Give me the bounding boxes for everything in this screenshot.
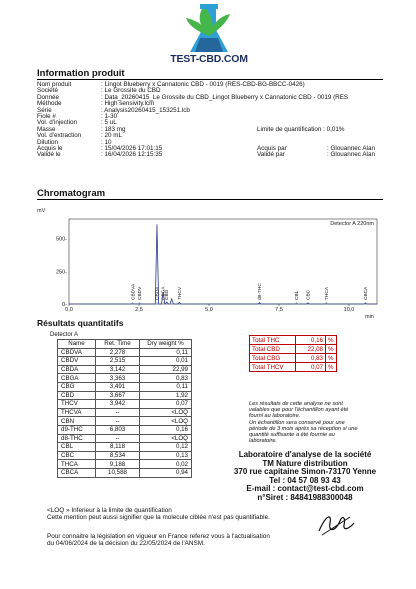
dry-weight: 22,99 [140, 365, 192, 374]
legal-footnote [47, 533, 270, 547]
detector-label: Detector A 220nm [330, 221, 374, 227]
peak-label: CBDV [137, 286, 143, 300]
info-key-secondary: Validé par [257, 151, 285, 159]
compound-name: CBGA [58, 374, 96, 383]
results-title: Résultats quantitatifs [37, 318, 124, 328]
retention-time: 6,803 [96, 425, 140, 434]
note-line: valables que pour l'échantillon ayant été [249, 407, 349, 414]
peak-label: CBDVA [131, 283, 137, 300]
lab-contact-block [230, 451, 380, 503]
retention-time: 10,588 [96, 468, 140, 477]
x-unit-label: min [365, 314, 374, 320]
compound-name: CBN [58, 417, 96, 426]
y-tick-label: 250- [55, 269, 67, 276]
flask-leaf-icon [182, 2, 236, 54]
compound-name: CBG [58, 382, 96, 391]
loq-line: Cette mention peut aussi signifier que la molecule ciblée n'est pas quantifiable. [47, 514, 270, 522]
info-value: : 10 [101, 138, 112, 146]
info-value: : 15/04/2026 17:01:15 [101, 144, 163, 152]
peak-label: d9-THC [257, 283, 263, 300]
table-row [58, 425, 192, 434]
info-row [37, 152, 383, 158]
info-key: Nom produit [37, 81, 72, 88]
product-info-block [37, 82, 383, 159]
info-value: : 183 mg [101, 125, 126, 133]
peak-label: CBC [306, 289, 312, 300]
chromatogram-chart [37, 207, 383, 327]
info-value: : 16/04/2026 12:15:35 [101, 151, 163, 159]
info-key: Validé le [37, 151, 61, 159]
dry-weight: 1,92 [140, 391, 192, 400]
total-label: Total THCV [250, 363, 296, 372]
note-line: laboratoire. [249, 438, 277, 445]
info-value: : Lingot Blueberry x Cannatonic CBD - 0019 (RES-CBD-BG-BBCC-0426) [101, 81, 305, 88]
info-value: : 5 uL [101, 119, 117, 127]
info-value: : 1-30 [101, 112, 118, 120]
retention-time: 3,142 [96, 365, 140, 374]
compound-name: THCA [58, 460, 96, 469]
total-unit: % [326, 354, 337, 363]
logo-text: TEST-CBD.COM [170, 53, 248, 65]
info-value-secondary: : Glouannec Alan [327, 144, 375, 152]
info-key-secondary: Limite de quantification : 0,01% [257, 125, 345, 133]
note-line: quantité suffisante a été fournie au [249, 432, 335, 439]
total-unit: % [326, 345, 337, 354]
table-row [58, 391, 192, 400]
dry-weight: 0,12 [140, 443, 192, 452]
note-line: Les résultats de cette analyse ne sont [249, 401, 343, 407]
totals-table [249, 335, 337, 372]
dry-weight: <LOQ [140, 408, 192, 417]
retention-time: 3,667 [96, 391, 140, 400]
compound-name: d9-THC [58, 425, 96, 434]
total-value: 0,16 [296, 336, 326, 345]
dry-weight: 0,11 [140, 348, 192, 357]
legal-line: du 04/06/2024 de la décision du 22/05/2024 de l'ANSM. [47, 540, 205, 548]
dry-weight: 0,94 [140, 468, 192, 477]
plot-frame [69, 219, 377, 304]
compound-name: CBDVA [58, 348, 96, 357]
info-value-secondary: : Glouannec Alan [327, 151, 375, 159]
retention-time: 3,491 [96, 382, 140, 391]
dry-weight: 0,11 [140, 382, 192, 391]
info-key: Dilution [37, 138, 58, 146]
results-table [57, 339, 192, 478]
info-value: : High sensivity.lcm [101, 100, 155, 108]
info-value: : Le Grossite du CBD [101, 87, 161, 95]
chromatogram-trace [69, 224, 377, 304]
info-value: : Analysis20260415_153251.lcb [101, 106, 190, 114]
dry-weight: 0,13 [140, 451, 192, 460]
x-tick-label: 0,0 [65, 307, 73, 313]
table-row [58, 417, 192, 426]
dry-weight: <LOQ [140, 434, 192, 443]
info-key-secondary: Acquis par [257, 144, 287, 152]
dry-weight: <LOQ [140, 417, 192, 426]
total-label: Total CBD [250, 345, 296, 354]
table-row [58, 460, 192, 469]
brand-logo [168, 2, 250, 70]
compound-name: CBDV [58, 357, 96, 366]
compound-name: CBDA [58, 365, 96, 374]
table-row [58, 408, 192, 417]
table-row [58, 357, 192, 366]
peak-label: CBDA [155, 286, 161, 300]
divider [37, 79, 383, 80]
loq-line: <LOQ » Inferieur à la limite de quantification [47, 507, 172, 514]
peak-label: CBGA [161, 286, 167, 300]
divider [37, 199, 383, 200]
retention-time: -- [96, 417, 140, 426]
peak-label: CBL [294, 290, 300, 300]
dry-weight: 0,02 [140, 460, 192, 469]
x-tick-label: 2,5 [135, 307, 143, 313]
table-row [58, 400, 192, 409]
total-value: 22,08 [296, 345, 326, 354]
info-section-title: Information produit [37, 68, 125, 79]
retention-time: 2,278 [96, 348, 140, 357]
info-key: Série [37, 106, 52, 114]
dry-weight: 0,83 [140, 374, 192, 383]
info-key: Fiole # [37, 112, 56, 120]
x-tick-label: 10,0 [343, 307, 355, 313]
info-key: Méthode [37, 100, 62, 108]
compound-name: d8-THC [58, 434, 96, 443]
info-key: Acquis le [37, 144, 63, 152]
lab-line: Laboratoire d'analyse de la société [238, 450, 372, 459]
info-key: Société [37, 87, 59, 95]
total-label: Total CBG [250, 354, 296, 363]
retention-time: -- [96, 408, 140, 417]
compound-name: THCV [58, 400, 96, 409]
lab-phone: Tel : 04 57 08 93 43 [269, 475, 341, 485]
lab-email: E-mail : contact@test-cbd.com [246, 484, 364, 494]
retention-time: 3,942 [96, 400, 140, 409]
peak-label: THCV [177, 286, 183, 300]
retention-time: 2,515 [96, 357, 140, 366]
compound-name: CBCA [58, 468, 96, 477]
results-detector: Detector A [50, 332, 79, 338]
dry-weight: 0,07 [140, 400, 192, 409]
loq-footnote [47, 507, 270, 521]
total-value: 0,83 [296, 354, 326, 363]
compound-name: CBD [58, 391, 96, 400]
table-row [58, 382, 192, 391]
signature-image [316, 509, 356, 539]
total-value: 0,07 [296, 363, 326, 372]
total-row [250, 336, 337, 345]
chromatogram-title: Chromatogram [37, 188, 106, 199]
retention-time: 3,363 [96, 374, 140, 383]
y-tick-label: 0- [62, 302, 67, 308]
info-value: : Data_20260415_Le Grossite du CBD_Lingot Blueberry x Cannatonic CBD - 0019 (RES [101, 93, 349, 101]
total-label: Total THC [250, 336, 296, 345]
info-value: : 20 mL [101, 132, 122, 140]
note-line: Un échantillon sera conservé pour une [249, 419, 345, 426]
lab-siret: n°Siret : 84841988300048 [257, 492, 353, 502]
note-line: fourni au laboratoire. [249, 413, 301, 420]
table-row [58, 443, 192, 452]
info-key: Donnée [37, 93, 60, 101]
table-row [58, 451, 192, 460]
table-row [58, 365, 192, 374]
lab-line: TM Nature distribution [262, 458, 348, 468]
y-unit-label: mV [37, 208, 46, 214]
col-header-name: Name [58, 340, 96, 349]
validity-note [249, 401, 369, 444]
peak-label: THCA [324, 286, 330, 300]
lab-address: 370 rue capitaine Simon-73170 Yenne [233, 467, 377, 477]
legal-line: Pour connaitre la législation en vigueur en France referez vous à l'actualisation [47, 533, 270, 540]
note-line: période de 3 mois après sa réception si une [249, 425, 358, 432]
peak-label: CBG [165, 289, 171, 300]
retention-time: 8,118 [96, 443, 140, 452]
total-unit: % [326, 336, 337, 345]
total-row [250, 363, 337, 372]
x-tick-label: 5,0 [205, 307, 213, 313]
total-row [250, 354, 337, 363]
retention-time: 9,188 [96, 460, 140, 469]
dry-weight: 0,01 [140, 357, 192, 366]
table-row [58, 434, 192, 443]
y-tick-label: 500- [55, 236, 67, 243]
table-row [58, 468, 192, 477]
info-key: Vol. d'injection [37, 119, 78, 127]
retention-time: -- [96, 434, 140, 443]
compound-name: CBC [58, 451, 96, 460]
table-row [58, 348, 192, 357]
x-tick-label: 7,5 [275, 307, 283, 313]
info-key: Masse [37, 125, 56, 133]
col-header-dry-weight: Dry weight % [140, 340, 192, 349]
compound-name: THCVA [58, 408, 96, 417]
info-key: Vol. d'extraction [37, 132, 82, 140]
compound-name: CBL [58, 443, 96, 452]
total-unit: % [326, 363, 337, 372]
peak-label: CBCA [363, 286, 369, 300]
total-row [250, 345, 337, 354]
table-row [58, 374, 192, 383]
dry-weight: 0,16 [140, 425, 192, 434]
retention-time: 8,534 [96, 451, 140, 460]
col-header-ret-time: Ret. Time [96, 340, 140, 349]
